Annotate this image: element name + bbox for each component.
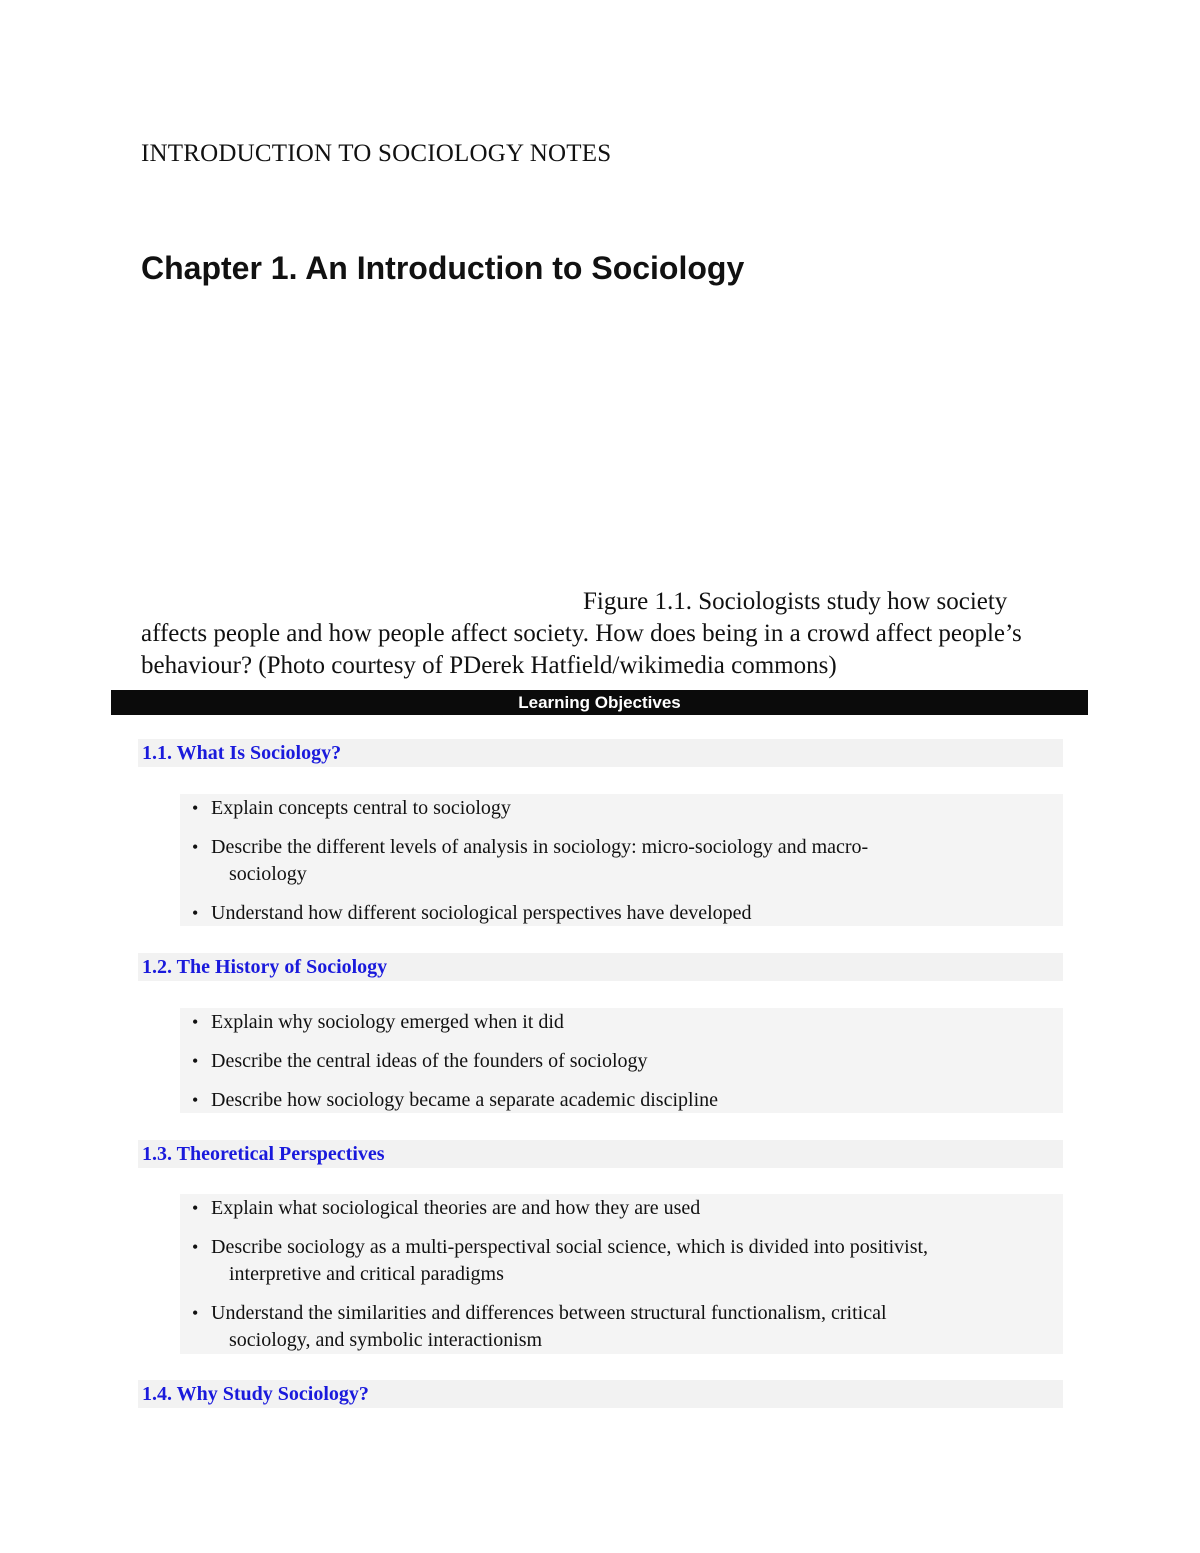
list-item (180, 1234, 1063, 1288)
objective-text-continued: interpretive and critical paradigms (229, 1263, 504, 1285)
list-item (180, 1048, 1063, 1075)
bullet-icon: • (192, 1303, 199, 1323)
objective-text-continued: sociology, and symbolic interactionism (229, 1329, 543, 1351)
figure-caption (141, 586, 1051, 682)
list-item (180, 1009, 1063, 1036)
objective-text: Understand the similarities and differences between structural functionalism, critical (211, 1302, 887, 1324)
document-header: INTRODUCTION TO SOCIOLOGY NOTES (141, 140, 612, 167)
section-heading-1-1[interactable]: 1.1. What Is Sociology? (138, 739, 1063, 767)
section-heading-1-4[interactable]: 1.4. Why Study Sociology? (138, 1380, 1063, 1408)
objectives-list (180, 1009, 1063, 1114)
list-item (180, 1300, 1063, 1354)
bullet-icon: • (192, 1051, 199, 1071)
section-heading-1-3[interactable]: 1.3. Theoretical Perspectives (138, 1140, 1063, 1168)
objective-text: Describe how sociology became a separate academic discipline (211, 1089, 719, 1111)
objective-text-continued: sociology (229, 863, 307, 885)
bullet-icon: • (192, 798, 199, 818)
learning-objectives-banner: Learning Objectives (111, 690, 1088, 715)
bullet-icon: • (192, 1198, 199, 1218)
figure-caption-text: Figure 1.1. Sociologists study how society affects people and how people affect society. How does being in a crowd affect people’s behaviour? (Photo courtesy of PDerek Hatfield/wikimedia commons) (141, 588, 1022, 679)
list-item (180, 1195, 1063, 1222)
bullet-icon: • (192, 1090, 199, 1110)
objectives-list (180, 795, 1063, 927)
objective-text: Describe sociology as a multi-perspectival social science, which is divided into positivist, (211, 1236, 929, 1258)
list-item (180, 1087, 1063, 1114)
bullet-icon: • (192, 1012, 199, 1032)
list-item (180, 834, 1063, 888)
objective-text: Describe the central ideas of the founders of sociology (211, 1050, 648, 1072)
objective-text: Explain concepts central to sociology (211, 797, 511, 819)
objectives-box-1-1 (180, 794, 1063, 926)
list-item (180, 795, 1063, 822)
objectives-list (180, 1195, 1063, 1354)
objective-text: Describe the different levels of analysis in sociology: micro-sociology and macro- (211, 836, 869, 858)
objective-text: Explain what sociological theories are and how they are used (211, 1197, 701, 1219)
objectives-box-1-2 (180, 1008, 1063, 1113)
bullet-icon: • (192, 1237, 199, 1257)
objectives-box-1-3 (180, 1194, 1063, 1354)
objective-text: Understand how different sociological perspectives have developed (211, 902, 752, 924)
chapter-title: Chapter 1. An Introduction to Sociology (141, 250, 745, 286)
section-heading-1-2[interactable]: 1.2. The History of Sociology (138, 953, 1063, 981)
bullet-icon: • (192, 903, 199, 923)
objective-text: Explain why sociology emerged when it did (211, 1011, 564, 1033)
list-item (180, 900, 1063, 927)
bullet-icon: • (192, 837, 199, 857)
